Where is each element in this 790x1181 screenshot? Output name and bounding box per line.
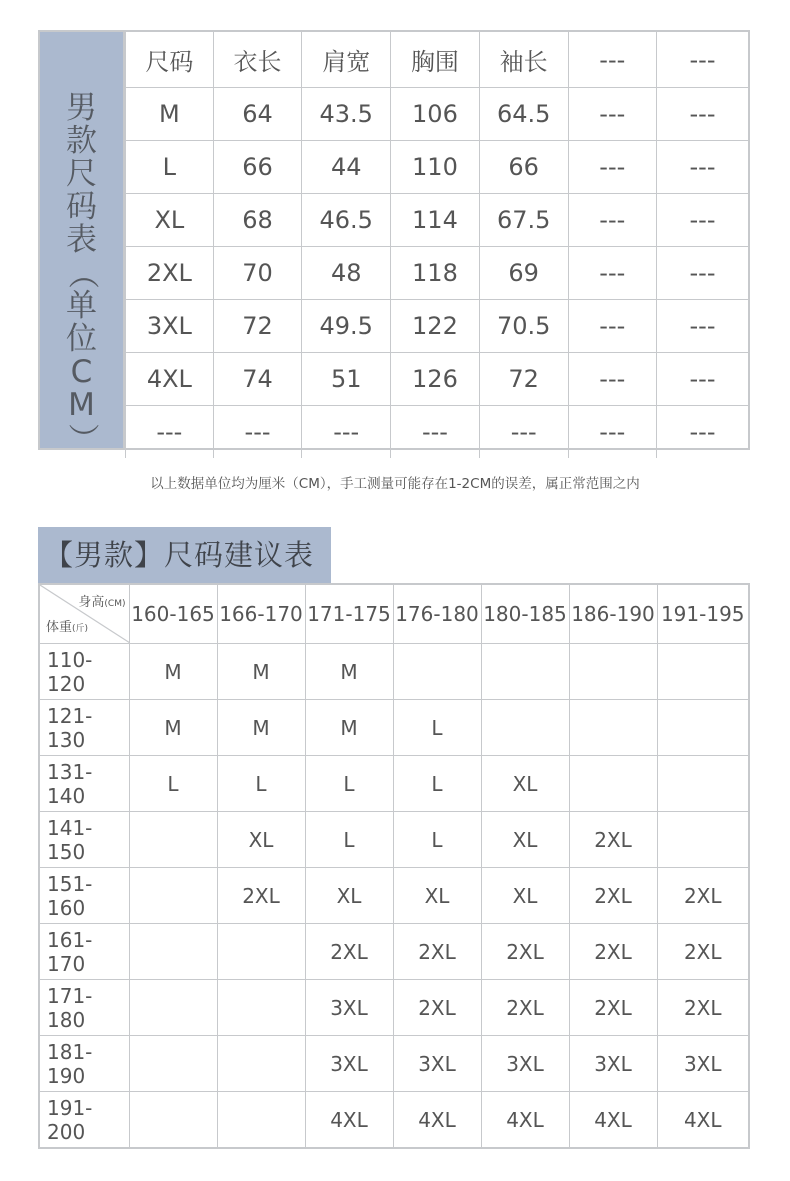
size-chart-cell: --- (568, 247, 656, 300)
recommended-size-cell: L (217, 756, 305, 812)
height-range-header: 160-165 (129, 584, 217, 644)
recommended-size-cell: 3XL (305, 980, 393, 1036)
size-chart-side-label (40, 32, 125, 454)
recommended-size-cell (481, 644, 569, 700)
side-label-char: （ (64, 258, 100, 289)
weight-axis-label (46, 616, 88, 635)
recommended-size-cell (657, 644, 749, 700)
side-label-char: 男 (66, 90, 97, 126)
size-chart-header-cell: 衣长 (213, 32, 302, 88)
size-chart-header-cell: --- (657, 32, 748, 88)
size-chart-cell: --- (568, 194, 656, 247)
side-label-char: C (70, 354, 93, 390)
recommended-size-cell: M (217, 644, 305, 700)
height-range-header: 191-195 (657, 584, 749, 644)
side-label-char: 单 (66, 288, 97, 324)
size-chart-cell: --- (568, 88, 656, 141)
weight-range-cell: 171-180 (39, 980, 129, 1036)
size-chart-cell: 72 (479, 353, 568, 406)
recommended-size-cell: 3XL (305, 1036, 393, 1092)
recommended-size-cell: 3XL (657, 1036, 749, 1092)
recommended-size-cell: 4XL (393, 1092, 481, 1149)
recommended-size-cell: XL (217, 812, 305, 868)
size-chart-cell: 51 (302, 353, 391, 406)
size-chart-cell: --- (126, 406, 214, 459)
size-chart-cell: --- (657, 353, 748, 406)
recommended-size-cell (657, 700, 749, 756)
recommended-size-cell: 4XL (305, 1092, 393, 1149)
recommend-title: 【男款】尺码建议表 (38, 527, 331, 583)
recommended-size-cell: 2XL (393, 980, 481, 1036)
recommended-size-cell (217, 980, 305, 1036)
size-chart-cell: 48 (302, 247, 391, 300)
size-chart-cell: 64.5 (479, 88, 568, 141)
size-chart-row (126, 247, 749, 300)
height-range-header: 171-175 (305, 584, 393, 644)
recommend-row (39, 644, 749, 700)
recommended-size-cell: 2XL (393, 924, 481, 980)
size-chart-cell: 110 (391, 141, 480, 194)
recommended-size-cell: L (305, 812, 393, 868)
size-chart (38, 30, 750, 454)
recommended-size-cell (393, 644, 481, 700)
height-unit: (CM) (104, 599, 126, 609)
size-chart-cell: 72 (213, 300, 302, 353)
weight-unit: (斤) (72, 624, 89, 634)
size-chart-cell: --- (568, 406, 656, 459)
recommended-size-cell: 4XL (657, 1092, 749, 1149)
recommended-size-cell: 2XL (657, 868, 749, 924)
measurement-note: 以上数据单位均为厘米（CM），手工测量可能存在1-2CM的误差，属正常范围之内 (150, 476, 640, 492)
size-chart-cell: 44 (302, 141, 391, 194)
size-chart-cell: 74 (213, 353, 302, 406)
size-chart-cell: --- (213, 406, 302, 459)
size-chart-cell: 69 (479, 247, 568, 300)
weight-label: 体重 (46, 620, 73, 635)
size-chart-header-row (126, 32, 749, 88)
size-chart-cell: 4XL (126, 353, 214, 406)
recommended-size-cell: 4XL (569, 1092, 657, 1149)
size-chart-cell: 70.5 (479, 300, 568, 353)
recommended-size-cell: XL (393, 868, 481, 924)
size-recommendation-table (38, 583, 750, 1149)
recommend-row (39, 924, 749, 980)
size-chart-cell: --- (568, 141, 656, 194)
recommended-size-cell (129, 1092, 217, 1149)
size-chart-header-cell: 尺码 (126, 32, 214, 88)
size-chart-cell: 46.5 (302, 194, 391, 247)
weight-range-cell: 131-140 (39, 756, 129, 812)
size-chart-cell: 122 (391, 300, 480, 353)
size-chart-header-cell: 肩宽 (302, 32, 391, 88)
weight-range-cell: 161-170 (39, 924, 129, 980)
corner-cell (39, 584, 129, 644)
recommended-size-cell (217, 1092, 305, 1149)
recommended-size-cell: L (393, 756, 481, 812)
side-label-char: 款 (66, 123, 97, 159)
height-range-header: 176-180 (393, 584, 481, 644)
recommended-size-cell: 2XL (569, 812, 657, 868)
recommended-size-cell: M (129, 700, 217, 756)
size-chart-cell: 66 (479, 141, 568, 194)
recommended-size-cell: L (129, 756, 217, 812)
recommended-size-cell: 2XL (657, 980, 749, 1036)
side-label-text (40, 92, 123, 455)
side-label-char: 位 (66, 321, 97, 357)
recommended-size-cell (129, 868, 217, 924)
side-label-char: 尺 (66, 156, 97, 192)
size-chart-cell: 114 (391, 194, 480, 247)
recommended-size-cell: 2XL (305, 924, 393, 980)
recommended-size-cell: XL (481, 812, 569, 868)
size-chart-cell: 66 (213, 141, 302, 194)
recommended-size-cell: L (305, 756, 393, 812)
size-chart-cell: --- (657, 406, 748, 459)
size-chart-cell: 106 (391, 88, 480, 141)
size-chart-cell: 64 (213, 88, 302, 141)
recommend-row (39, 1036, 749, 1092)
height-range-header: 180-185 (481, 584, 569, 644)
recommended-size-cell (217, 924, 305, 980)
recommended-size-cell: XL (481, 756, 569, 812)
size-chart-cell: --- (657, 247, 748, 300)
size-chart-cell: --- (302, 406, 391, 459)
size-chart-row (126, 141, 749, 194)
recommended-size-cell: M (129, 644, 217, 700)
size-chart-cell: --- (657, 88, 748, 141)
recommended-size-cell: 2XL (481, 924, 569, 980)
recommended-size-cell: XL (481, 868, 569, 924)
recommend-row (39, 812, 749, 868)
size-chart-cell: 67.5 (479, 194, 568, 247)
size-chart-cell: XL (126, 194, 214, 247)
recommended-size-cell: 2XL (569, 980, 657, 1036)
size-chart-cell: L (126, 141, 214, 194)
size-chart-cell: M (126, 88, 214, 141)
height-label: 身高 (78, 595, 105, 610)
size-chart-cell: 68 (213, 194, 302, 247)
recommended-size-cell: 4XL (481, 1092, 569, 1149)
recommended-size-cell (569, 756, 657, 812)
side-label-char: ） (64, 423, 100, 454)
recommended-size-cell: M (217, 700, 305, 756)
recommended-size-cell (569, 644, 657, 700)
size-chart-row (126, 194, 749, 247)
recommended-size-cell: L (393, 700, 481, 756)
size-chart-header-cell: 袖长 (479, 32, 568, 88)
size-chart-row (126, 406, 749, 459)
recommend-row (39, 980, 749, 1036)
recommended-size-cell: M (305, 700, 393, 756)
recommended-size-cell: 2XL (657, 924, 749, 980)
recommended-size-cell: 2XL (481, 980, 569, 1036)
size-chart-cell: --- (391, 406, 480, 459)
size-chart-cell: 43.5 (302, 88, 391, 141)
height-range-header: 186-190 (569, 584, 657, 644)
recommend-row (39, 1092, 749, 1149)
recommended-size-cell: L (393, 812, 481, 868)
recommended-size-cell (129, 924, 217, 980)
weight-range-cell: 141-150 (39, 812, 129, 868)
recommended-size-cell: 3XL (481, 1036, 569, 1092)
side-label-char: 码 (66, 189, 97, 225)
size-chart-header-cell: --- (568, 32, 656, 88)
size-chart-cell: 126 (391, 353, 480, 406)
recommended-size-cell: 2XL (569, 868, 657, 924)
recommended-size-cell: 3XL (569, 1036, 657, 1092)
size-chart-cell: --- (568, 353, 656, 406)
size-chart-cell: 3XL (126, 300, 214, 353)
size-chart-cell: 118 (391, 247, 480, 300)
recommended-size-cell: XL (305, 868, 393, 924)
size-chart-cell: --- (657, 141, 748, 194)
recommended-size-cell (217, 1036, 305, 1092)
recommended-size-cell (657, 812, 749, 868)
size-chart-row (126, 300, 749, 353)
size-chart-cell: --- (479, 406, 568, 459)
size-chart-cell: 70 (213, 247, 302, 300)
size-chart-cell: --- (568, 300, 656, 353)
recommended-size-cell: 2XL (569, 924, 657, 980)
height-range-header: 166-170 (217, 584, 305, 644)
weight-range-cell: 181-190 (39, 1036, 129, 1092)
size-chart-header-cell: 胸围 (391, 32, 480, 88)
recommended-size-cell: 3XL (393, 1036, 481, 1092)
recommended-size-cell (129, 1036, 217, 1092)
size-chart-table (125, 32, 748, 458)
weight-range-cell: 151-160 (39, 868, 129, 924)
recommend-row (39, 700, 749, 756)
recommended-size-cell: M (305, 644, 393, 700)
side-label-char: 表 (66, 222, 97, 258)
recommended-size-cell (657, 756, 749, 812)
size-chart-row (126, 88, 749, 141)
recommended-size-cell (129, 812, 217, 868)
weight-range-cell: 110-120 (39, 644, 129, 700)
size-chart-cell: 2XL (126, 247, 214, 300)
size-chart-cell: 49.5 (302, 300, 391, 353)
recommended-size-cell (129, 980, 217, 1036)
header-row (39, 584, 749, 644)
recommended-size-cell: 2XL (217, 868, 305, 924)
height-axis-label (78, 591, 125, 610)
recommended-size-cell (481, 700, 569, 756)
weight-range-cell: 121-130 (39, 700, 129, 756)
recommend-row (39, 756, 749, 812)
side-label-char: M (68, 387, 95, 423)
size-chart-cell: --- (657, 300, 748, 353)
recommended-size-cell (569, 700, 657, 756)
weight-range-cell: 191-200 (39, 1092, 129, 1149)
size-chart-row (126, 353, 749, 406)
recommend-row (39, 868, 749, 924)
size-chart-cell: --- (657, 194, 748, 247)
